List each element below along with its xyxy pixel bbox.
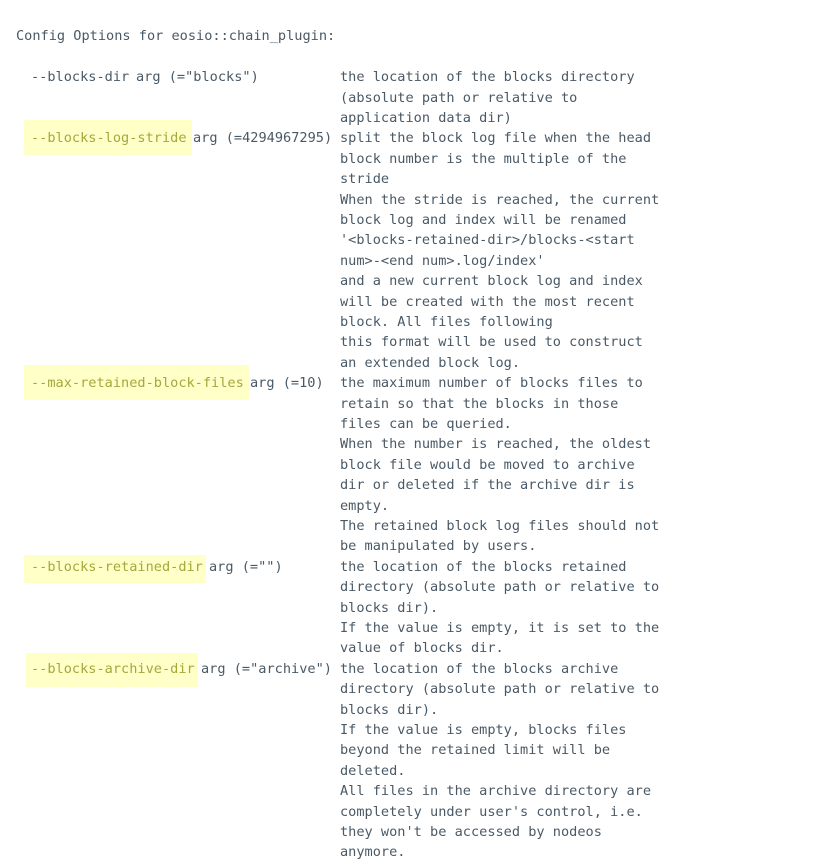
option-description-line: the location of the blocks retained	[340, 559, 627, 575]
option-description-line: directory (absolute path or relative to	[340, 579, 660, 595]
option-arg: arg (="blocks")	[136, 69, 259, 85]
option-description-line: blocks dir).	[340, 600, 439, 616]
option-description-line: When the number is reached, the oldest	[340, 436, 651, 452]
option-arg: arg (="")	[209, 559, 283, 575]
option-flag: --blocks-retained-dir	[31, 559, 203, 575]
config-title: Config Options for eosio::chain_plugin:	[16, 28, 336, 44]
option-description-line: directory (absolute path or relative to	[340, 681, 660, 697]
option-description-line: an extended block log.	[340, 355, 521, 371]
option-description-line: num>-<end num>.log/index'	[340, 253, 545, 269]
option-description-line: block log and index will be renamed	[340, 212, 627, 228]
option-description-line: If the value is empty, blocks files	[340, 722, 627, 738]
option-description-line: the location of the blocks archive	[340, 661, 619, 677]
option-description-line: blocks dir).	[340, 702, 439, 718]
option-description-line: the maximum number of blocks files to	[340, 375, 643, 391]
option-description-line: empty.	[340, 498, 390, 514]
option-description-line: be manipulated by users.	[340, 538, 537, 554]
option-description-line: If the value is empty, it is set to the	[340, 620, 660, 636]
option-description-line: block file would be moved to archive	[340, 457, 635, 473]
option-description-line: the location of the blocks directory	[340, 69, 635, 85]
option-description-line: block. All files following	[340, 314, 553, 330]
option-description-line: All files in the archive directory are	[340, 783, 651, 799]
option-arg: arg (=10)	[250, 375, 324, 391]
option-description-line: will be created with the most recent	[340, 294, 635, 310]
option-description-line: (absolute path or relative to	[340, 90, 578, 106]
option-description-line: retain so that the blocks in those	[340, 396, 619, 412]
option-description-line: value of blocks dir.	[340, 640, 504, 656]
option-description-line: When the stride is reached, the current	[340, 192, 660, 208]
option-description-line: they won't be accessed by nodeos	[340, 824, 602, 840]
option-description-line: dir or deleted if the archive dir is	[340, 477, 635, 493]
option-description-line: '<blocks-retained-dir>/blocks-<start	[340, 232, 635, 248]
option-description-line: deleted.	[340, 763, 406, 779]
option-description-line: files can be queried.	[340, 416, 512, 432]
option-description-line: completely under user's control, i.e.	[340, 804, 643, 820]
option-description-line: stride	[340, 171, 390, 187]
option-description-line: The retained block log files should not	[340, 518, 660, 534]
option-flag: --max-retained-block-files	[31, 375, 244, 391]
option-description-line: beyond the retained limit will be	[340, 742, 611, 758]
option-description-line: split the block log file when the head	[340, 130, 651, 146]
option-description-line: block number is the multiple of the	[340, 151, 627, 167]
option-description-line: this format will be used to construct	[340, 334, 643, 350]
option-description-line: anymore.	[340, 844, 406, 860]
option-flag: --blocks-log-stride	[31, 130, 187, 146]
option-description-line: and a new current block log and index	[340, 273, 643, 289]
option-description-line: application data dir)	[340, 110, 512, 126]
option-arg: arg (=4294967295)	[193, 130, 333, 146]
option-flag: --blocks-archive-dir	[31, 661, 195, 677]
option-flag: --blocks-dir	[31, 69, 130, 85]
option-arg: arg (="archive")	[201, 661, 332, 677]
